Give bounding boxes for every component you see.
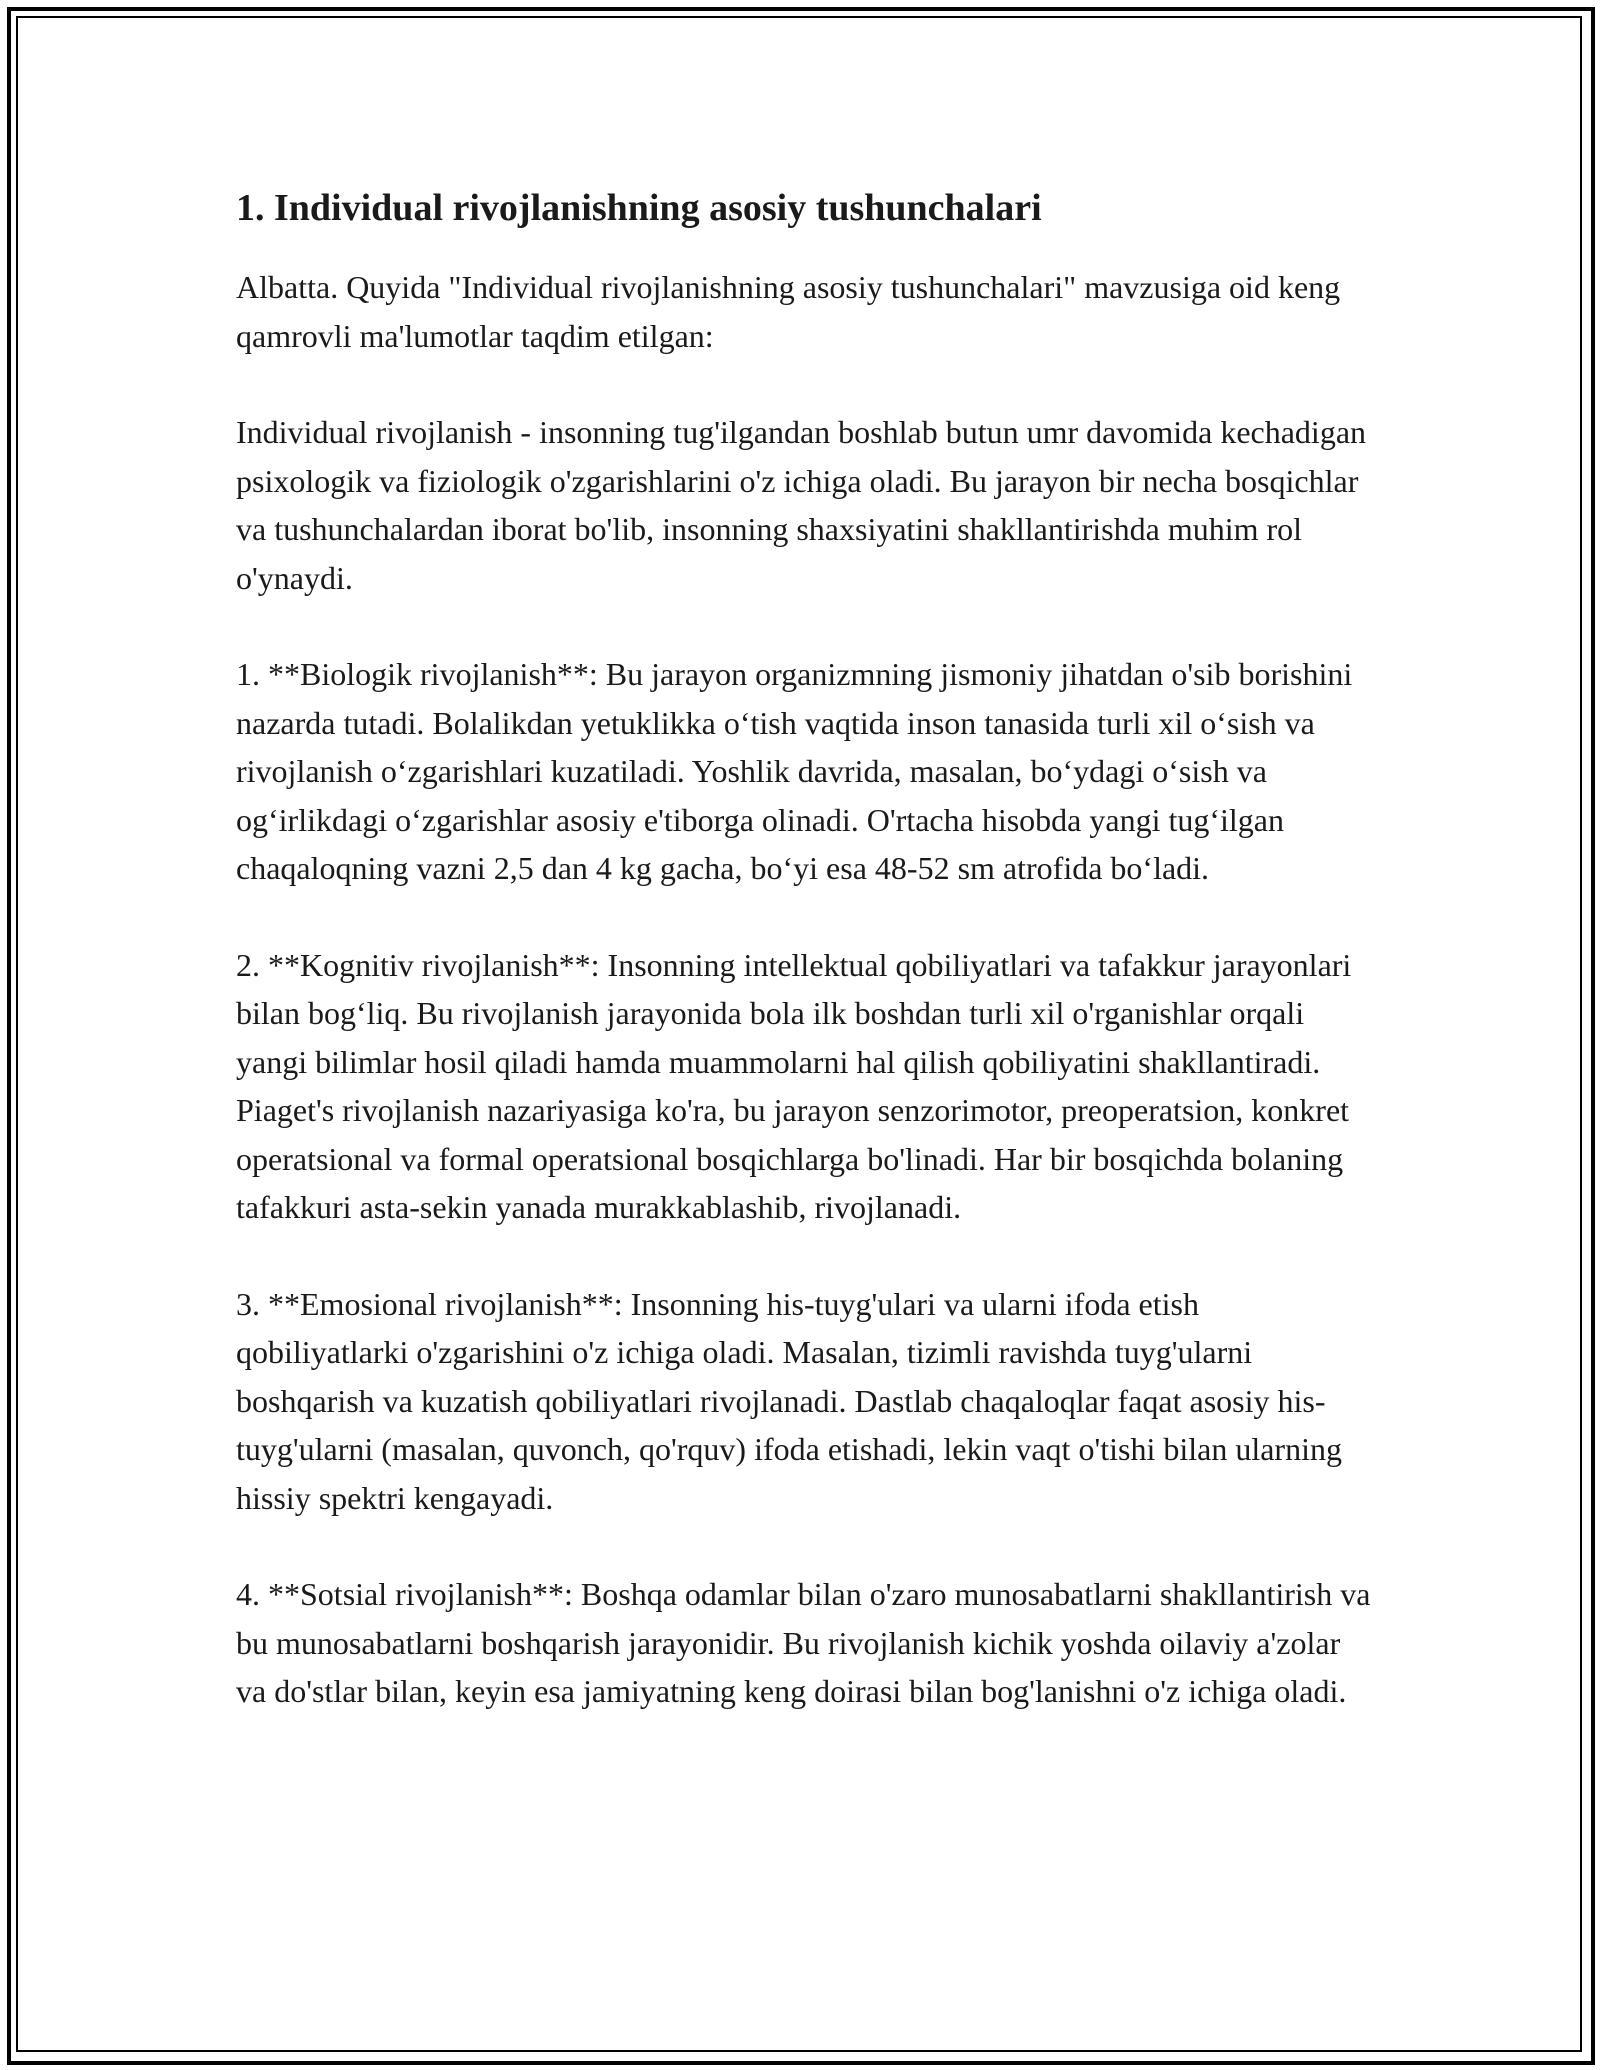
intro-paragraph: Albatta. Quyida "Individual rivojlanishning asosiy tushunchalari" mavzusiga oid keng qamrovli ma'lumotlar taqdim etilgan: [236,269,1341,354]
cognitive-development-paragraph: 2. **Kognitiv rivojlanish**: Insonning intellektual qobiliyatlari va tafakkur jarayonlari bilan bog‘liq. Bu rivojlanish jarayonida bola ilk boshdan turli xil o'rganishlar orqali yangi bilimlar hosil qiladi hamda muammolarni hal qilish qobiliyatini shakllantiradi. Piaget's rivojlanish nazariyasiga ko'ra, bu jarayon senzorimotor, preoperatsion, konkret operatsional va formal operatsional bosqichlarga bo'linadi. Har bir bosqichda bolaning tafakkuri asta-sekin yanada murakkablashib, rivojlanadi. [236,946,1352,1226]
social-development-paragraph: 4. **Sotsial rivojlanish**: Boshqa odamlar bilan o'zaro munosabatlarni shakllantirish va bu munosabatlarni boshqarish jarayonidir. Bu rivojlanish kichik yoshda oilaviy a'zolar va do'stlar bilan, keyin esa jamiyatning keng doirasi bilan bog'lanishni o'z ichiga oladi. [236,1576,1371,1710]
definition-paragraph: Individual rivojlanish - insonning tug'ilgandan boshlab butun umr davomida kechadigan psixologik va fiziologik o'zgarishlarini o'z ichiga oladi. Bu jarayon bir necha bosqichlar va tushunchalardan iborat bo'lib, insonning shaxsiyatini shakllantirishda muhim rol o'ynaydi. [236,414,1367,596]
document-body [236,184,1376,1764]
page-title: 1. Individual rivojlanishning asosiy tushunchalari [236,187,1042,229]
emotional-development-paragraph: 3. **Emosional rivojlanish**: Insonning his-tuyg'ulari va ularni ifoda etish qobiliyatlarki o'zgarishini o'z ichiga oladi. Masalan, tizimli ravishda tuyg'ularni boshqarish va kuzatish qobiliyatlari rivojlanadi. Dastlab chaqaloqlar faqat asosiy his-tuyg'ularni (masalan, quvonch, qo'rquv) ifoda etishadi, lekin vaqt o'tishi bilan ularning hissiy spektri kengayadi. [236,1285,1342,1516]
biological-development-paragraph: 1. **Biologik rivojlanish**: Bu jarayon organizmning jismoniy jihatdan o'sib borishini nazarda tutadi. Bolalikdan yetuklikka o‘tish vaqtida inson tanasida turli xil o‘sish va rivojlanish o‘zgarishlari kuzatiladi. Yoshlik davrida, masalan, bo‘ydagi o‘sish va og‘irlikdagi o‘zgarishlar asosiy e'tiborga olinadi. O'rtacha hisobda yangi tug‘ilgan chaqaloqning vazni 2,5 dan 4 kg gacha, bo‘yi esa 48-52 sm atrofida bo‘ladi. [236,656,1353,887]
